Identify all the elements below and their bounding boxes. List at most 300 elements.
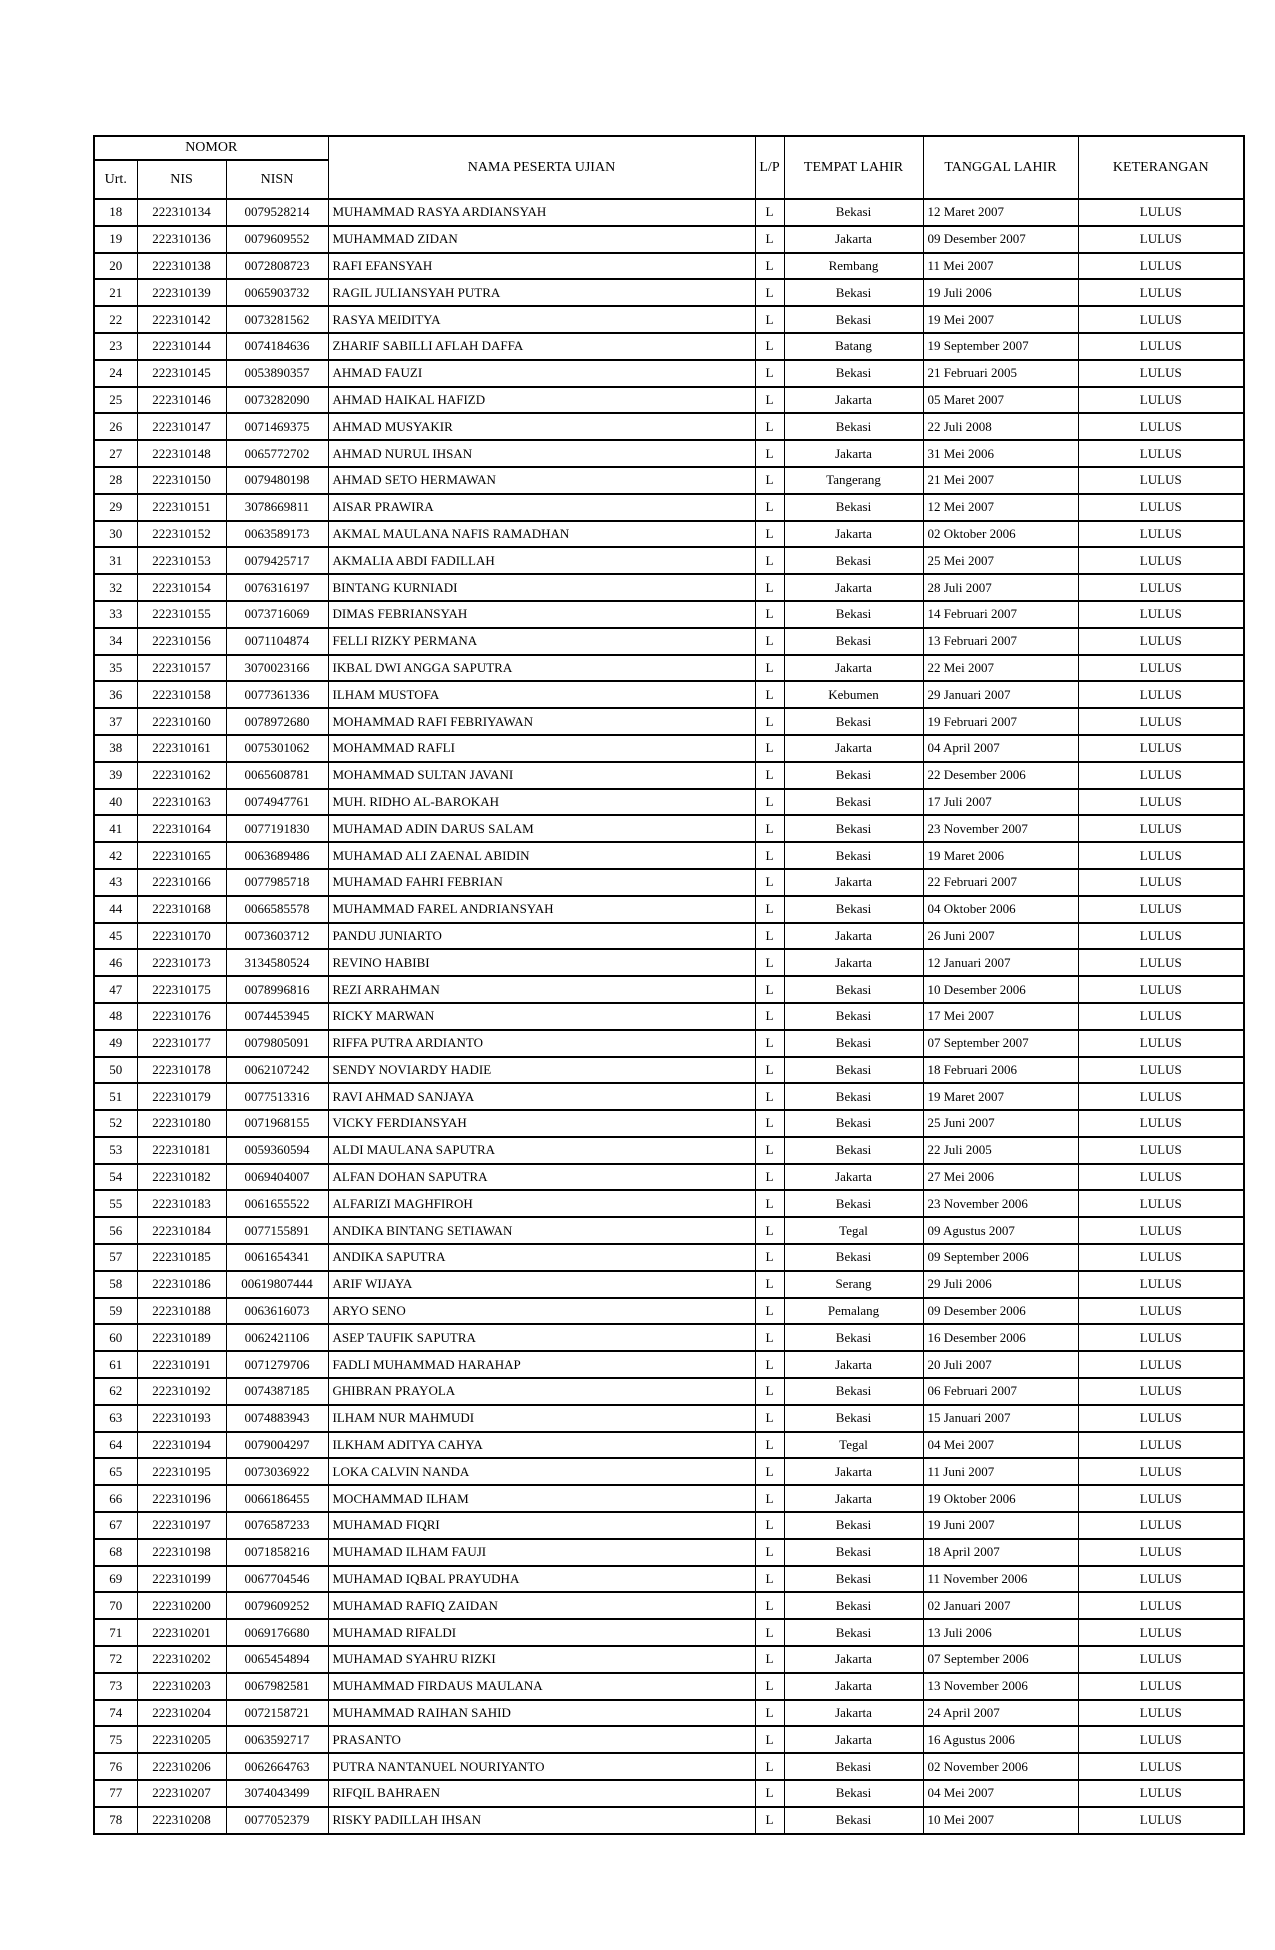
table-row bbox=[94, 1271, 1244, 1298]
cell-tempat-lahir: Bekasi bbox=[784, 306, 923, 333]
cell-nisn: 0073282090 bbox=[226, 387, 328, 414]
cell-keterangan: LULUS bbox=[1078, 1619, 1244, 1646]
cell-nama: MUHAMMAD RAIHAN SAHID bbox=[328, 1700, 755, 1727]
cell-keterangan: LULUS bbox=[1078, 1298, 1244, 1325]
cell-urt: 76 bbox=[94, 1753, 137, 1780]
cell-lp: L bbox=[755, 360, 784, 387]
cell-tempat-lahir: Bekasi bbox=[784, 1753, 923, 1780]
cell-tanggal-lahir: 25 Mei 2007 bbox=[923, 547, 1078, 574]
cell-urt: 21 bbox=[94, 279, 137, 306]
table-row bbox=[94, 869, 1244, 896]
cell-lp: L bbox=[755, 199, 784, 226]
cell-tanggal-lahir: 28 Juli 2007 bbox=[923, 574, 1078, 601]
table-row bbox=[94, 1244, 1244, 1271]
cell-nis: 222310158 bbox=[137, 681, 226, 708]
cell-tempat-lahir: Bekasi bbox=[784, 976, 923, 1003]
table-row bbox=[94, 1110, 1244, 1137]
cell-keterangan: LULUS bbox=[1078, 413, 1244, 440]
cell-tanggal-lahir: 18 April 2007 bbox=[923, 1539, 1078, 1566]
cell-keterangan: LULUS bbox=[1078, 708, 1244, 735]
table-row bbox=[94, 1512, 1244, 1539]
cell-nama: ALDI MAULANA SAPUTRA bbox=[328, 1137, 755, 1164]
table-row bbox=[94, 923, 1244, 950]
table-row bbox=[94, 1137, 1244, 1164]
cell-urt: 30 bbox=[94, 521, 137, 548]
cell-nama: LOKA CALVIN NANDA bbox=[328, 1458, 755, 1485]
cell-urt: 46 bbox=[94, 949, 137, 976]
cell-urt: 23 bbox=[94, 333, 137, 360]
table-row bbox=[94, 1485, 1244, 1512]
cell-tanggal-lahir: 09 September 2006 bbox=[923, 1244, 1078, 1271]
cell-nama: ZHARIF SABILLI AFLAH DAFFA bbox=[328, 333, 755, 360]
graduation-list-table bbox=[93, 135, 1245, 1835]
cell-keterangan: LULUS bbox=[1078, 1485, 1244, 1512]
cell-nisn: 0073716069 bbox=[226, 601, 328, 628]
cell-tanggal-lahir: 12 Januari 2007 bbox=[923, 949, 1078, 976]
table-row bbox=[94, 1217, 1244, 1244]
table-row bbox=[94, 1700, 1244, 1727]
cell-urt: 66 bbox=[94, 1485, 137, 1512]
cell-urt: 19 bbox=[94, 226, 137, 253]
table-row bbox=[94, 1646, 1244, 1673]
cell-lp: L bbox=[755, 923, 784, 950]
cell-tempat-lahir: Jakarta bbox=[784, 1646, 923, 1673]
cell-tempat-lahir: Bekasi bbox=[784, 1619, 923, 1646]
cell-keterangan: LULUS bbox=[1078, 1673, 1244, 1700]
cell-nisn: 0077985718 bbox=[226, 869, 328, 896]
cell-nis: 222310200 bbox=[137, 1592, 226, 1619]
cell-lp: L bbox=[755, 1351, 784, 1378]
table-row bbox=[94, 199, 1244, 226]
cell-urt: 65 bbox=[94, 1458, 137, 1485]
cell-lp: L bbox=[755, 547, 784, 574]
cell-tempat-lahir: Bekasi bbox=[784, 1057, 923, 1084]
cell-nis: 222310162 bbox=[137, 762, 226, 789]
cell-nis: 222310154 bbox=[137, 574, 226, 601]
cell-tempat-lahir: Bekasi bbox=[784, 1378, 923, 1405]
cell-urt: 22 bbox=[94, 306, 137, 333]
header-nis: NIS bbox=[137, 160, 226, 199]
cell-keterangan: LULUS bbox=[1078, 1592, 1244, 1619]
cell-nama: RICKY MARWAN bbox=[328, 1003, 755, 1030]
cell-tanggal-lahir: 27 Mei 2006 bbox=[923, 1164, 1078, 1191]
cell-tempat-lahir: Jakarta bbox=[784, 521, 923, 548]
cell-nama: MUHAMMAD FAREL ANDRIANSYAH bbox=[328, 896, 755, 923]
cell-urt: 43 bbox=[94, 869, 137, 896]
cell-urt: 49 bbox=[94, 1030, 137, 1057]
cell-urt: 27 bbox=[94, 440, 137, 467]
cell-tanggal-lahir: 19 Maret 2007 bbox=[923, 1083, 1078, 1110]
cell-lp: L bbox=[755, 1753, 784, 1780]
cell-tempat-lahir: Bekasi bbox=[784, 1190, 923, 1217]
cell-lp: L bbox=[755, 1726, 784, 1753]
cell-nisn: 0077191830 bbox=[226, 815, 328, 842]
cell-tanggal-lahir: 20 Juli 2007 bbox=[923, 1351, 1078, 1378]
cell-nis: 222310191 bbox=[137, 1351, 226, 1378]
cell-lp: L bbox=[755, 1432, 784, 1459]
cell-nama: AKMAL MAULANA NAFIS RAMADHAN bbox=[328, 521, 755, 548]
cell-keterangan: LULUS bbox=[1078, 1807, 1244, 1834]
table-row bbox=[94, 1030, 1244, 1057]
cell-tempat-lahir: Bekasi bbox=[784, 1137, 923, 1164]
cell-nisn: 0076316197 bbox=[226, 574, 328, 601]
cell-tanggal-lahir: 02 November 2006 bbox=[923, 1753, 1078, 1780]
cell-tanggal-lahir: 13 Juli 2006 bbox=[923, 1619, 1078, 1646]
cell-urt: 51 bbox=[94, 1083, 137, 1110]
cell-nis: 222310192 bbox=[137, 1378, 226, 1405]
cell-nis: 222310168 bbox=[137, 896, 226, 923]
cell-urt: 59 bbox=[94, 1298, 137, 1325]
table-row bbox=[94, 279, 1244, 306]
cell-urt: 71 bbox=[94, 1619, 137, 1646]
cell-urt: 18 bbox=[94, 199, 137, 226]
cell-tempat-lahir: Jakarta bbox=[784, 226, 923, 253]
cell-lp: L bbox=[755, 574, 784, 601]
cell-lp: L bbox=[755, 1217, 784, 1244]
cell-nisn: 0079609252 bbox=[226, 1592, 328, 1619]
cell-nis: 222310144 bbox=[137, 333, 226, 360]
cell-tanggal-lahir: 09 Desember 2007 bbox=[923, 226, 1078, 253]
cell-lp: L bbox=[755, 1539, 784, 1566]
cell-keterangan: LULUS bbox=[1078, 681, 1244, 708]
cell-lp: L bbox=[755, 842, 784, 869]
cell-nisn: 0073603712 bbox=[226, 923, 328, 950]
cell-urt: 63 bbox=[94, 1405, 137, 1432]
cell-keterangan: LULUS bbox=[1078, 333, 1244, 360]
table-row bbox=[94, 306, 1244, 333]
table-row bbox=[94, 1405, 1244, 1432]
cell-lp: L bbox=[755, 306, 784, 333]
cell-tempat-lahir: Batang bbox=[784, 333, 923, 360]
cell-nisn: 0073281562 bbox=[226, 306, 328, 333]
cell-nisn: 00619807444 bbox=[226, 1271, 328, 1298]
cell-urt: 29 bbox=[94, 494, 137, 521]
cell-tempat-lahir: Tegal bbox=[784, 1432, 923, 1459]
cell-nama: ASEP TAUFIK SAPUTRA bbox=[328, 1324, 755, 1351]
cell-tanggal-lahir: 19 Maret 2006 bbox=[923, 842, 1078, 869]
cell-urt: 62 bbox=[94, 1378, 137, 1405]
cell-nis: 222310208 bbox=[137, 1807, 226, 1834]
cell-nisn: 0063589173 bbox=[226, 521, 328, 548]
cell-lp: L bbox=[755, 1083, 784, 1110]
cell-urt: 25 bbox=[94, 387, 137, 414]
cell-tanggal-lahir: 10 Desember 2006 bbox=[923, 976, 1078, 1003]
cell-urt: 20 bbox=[94, 253, 137, 280]
cell-keterangan: LULUS bbox=[1078, 789, 1244, 816]
cell-urt: 26 bbox=[94, 413, 137, 440]
cell-nis: 222310138 bbox=[137, 253, 226, 280]
cell-tempat-lahir: Jakarta bbox=[784, 949, 923, 976]
cell-keterangan: LULUS bbox=[1078, 842, 1244, 869]
cell-tempat-lahir: Jakarta bbox=[784, 1726, 923, 1753]
cell-lp: L bbox=[755, 896, 784, 923]
cell-lp: L bbox=[755, 1110, 784, 1137]
cell-tanggal-lahir: 06 Februari 2007 bbox=[923, 1378, 1078, 1405]
cell-nama: AHMAD SETO HERMAWAN bbox=[328, 467, 755, 494]
cell-nis: 222310189 bbox=[137, 1324, 226, 1351]
cell-nis: 222310134 bbox=[137, 199, 226, 226]
table-row bbox=[94, 440, 1244, 467]
cell-tanggal-lahir: 22 Mei 2007 bbox=[923, 655, 1078, 682]
cell-keterangan: LULUS bbox=[1078, 574, 1244, 601]
cell-nisn: 0077513316 bbox=[226, 1083, 328, 1110]
cell-urt: 31 bbox=[94, 547, 137, 574]
cell-nama: ALFARIZI MAGHFIROH bbox=[328, 1190, 755, 1217]
cell-nisn: 0074387185 bbox=[226, 1378, 328, 1405]
cell-tempat-lahir: Bekasi bbox=[784, 762, 923, 789]
cell-nis: 222310184 bbox=[137, 1217, 226, 1244]
cell-urt: 33 bbox=[94, 601, 137, 628]
cell-tempat-lahir: Bekasi bbox=[784, 1083, 923, 1110]
cell-tanggal-lahir: 07 September 2006 bbox=[923, 1646, 1078, 1673]
table-row bbox=[94, 1619, 1244, 1646]
cell-urt: 41 bbox=[94, 815, 137, 842]
table-row bbox=[94, 1190, 1244, 1217]
cell-nis: 222310151 bbox=[137, 494, 226, 521]
cell-keterangan: LULUS bbox=[1078, 762, 1244, 789]
cell-urt: 47 bbox=[94, 976, 137, 1003]
cell-nisn: 0074453945 bbox=[226, 1003, 328, 1030]
cell-keterangan: LULUS bbox=[1078, 1405, 1244, 1432]
cell-nama: RIFFA PUTRA ARDIANTO bbox=[328, 1030, 755, 1057]
table-row bbox=[94, 467, 1244, 494]
cell-nisn: 0065608781 bbox=[226, 762, 328, 789]
table-row bbox=[94, 1324, 1244, 1351]
cell-lp: L bbox=[755, 387, 784, 414]
table-row bbox=[94, 1378, 1244, 1405]
cell-urt: 74 bbox=[94, 1700, 137, 1727]
cell-tempat-lahir: Bekasi bbox=[784, 494, 923, 521]
cell-lp: L bbox=[755, 1405, 784, 1432]
cell-lp: L bbox=[755, 869, 784, 896]
cell-tanggal-lahir: 19 Juli 2006 bbox=[923, 279, 1078, 306]
cell-tempat-lahir: Jakarta bbox=[784, 387, 923, 414]
cell-tempat-lahir: Jakarta bbox=[784, 574, 923, 601]
cell-tanggal-lahir: 25 Juni 2007 bbox=[923, 1110, 1078, 1137]
cell-urt: 75 bbox=[94, 1726, 137, 1753]
header-tanggal-lahir: TANGGAL LAHIR bbox=[923, 136, 1078, 199]
cell-nis: 222310180 bbox=[137, 1110, 226, 1137]
cell-keterangan: LULUS bbox=[1078, 1030, 1244, 1057]
cell-tanggal-lahir: 29 Juli 2006 bbox=[923, 1271, 1078, 1298]
cell-tanggal-lahir: 04 Oktober 2006 bbox=[923, 896, 1078, 923]
cell-tempat-lahir: Bekasi bbox=[784, 413, 923, 440]
cell-nisn: 3074043499 bbox=[226, 1780, 328, 1807]
cell-nis: 222310206 bbox=[137, 1753, 226, 1780]
cell-nama: AISAR PRAWIRA bbox=[328, 494, 755, 521]
cell-lp: L bbox=[755, 333, 784, 360]
table-row bbox=[94, 1351, 1244, 1378]
cell-nama: ANDIKA SAPUTRA bbox=[328, 1244, 755, 1271]
cell-nama: RIFQIL BAHRAEN bbox=[328, 1780, 755, 1807]
cell-nama: AHMAD HAIKAL HAFIZD bbox=[328, 387, 755, 414]
cell-tanggal-lahir: 19 Oktober 2006 bbox=[923, 1485, 1078, 1512]
cell-nama: MUHAMAD ILHAM FAUJI bbox=[328, 1539, 755, 1566]
cell-lp: L bbox=[755, 1137, 784, 1164]
cell-tanggal-lahir: 12 Maret 2007 bbox=[923, 199, 1078, 226]
cell-tanggal-lahir: 04 Mei 2007 bbox=[923, 1432, 1078, 1459]
cell-keterangan: LULUS bbox=[1078, 306, 1244, 333]
table-row bbox=[94, 333, 1244, 360]
cell-tanggal-lahir: 04 Mei 2007 bbox=[923, 1780, 1078, 1807]
cell-urt: 78 bbox=[94, 1807, 137, 1834]
cell-keterangan: LULUS bbox=[1078, 1324, 1244, 1351]
table-row bbox=[94, 601, 1244, 628]
cell-keterangan: LULUS bbox=[1078, 1244, 1244, 1271]
cell-nama: ARYO SENO bbox=[328, 1298, 755, 1325]
cell-urt: 32 bbox=[94, 574, 137, 601]
cell-nama: RASYA MEIDITYA bbox=[328, 306, 755, 333]
cell-nama: AHMAD FAUZI bbox=[328, 360, 755, 387]
cell-lp: L bbox=[755, 735, 784, 762]
cell-urt: 48 bbox=[94, 1003, 137, 1030]
cell-nisn: 0061655522 bbox=[226, 1190, 328, 1217]
cell-lp: L bbox=[755, 628, 784, 655]
cell-lp: L bbox=[755, 1057, 784, 1084]
cell-urt: 35 bbox=[94, 655, 137, 682]
cell-nama: MUHAMAD SYAHRU RIZKI bbox=[328, 1646, 755, 1673]
cell-tanggal-lahir: 22 Desember 2006 bbox=[923, 762, 1078, 789]
cell-lp: L bbox=[755, 1324, 784, 1351]
table-row bbox=[94, 976, 1244, 1003]
cell-lp: L bbox=[755, 1378, 784, 1405]
cell-tempat-lahir: Bekasi bbox=[784, 1030, 923, 1057]
table-row bbox=[94, 360, 1244, 387]
cell-tempat-lahir: Bekasi bbox=[784, 360, 923, 387]
cell-lp: L bbox=[755, 467, 784, 494]
table-row bbox=[94, 547, 1244, 574]
cell-tempat-lahir: Bekasi bbox=[784, 547, 923, 574]
table-row bbox=[94, 1807, 1244, 1834]
cell-nisn: 0071104874 bbox=[226, 628, 328, 655]
table-row bbox=[94, 413, 1244, 440]
cell-urt: 61 bbox=[94, 1351, 137, 1378]
header-urt: Urt. bbox=[94, 160, 137, 199]
cell-nis: 222310165 bbox=[137, 842, 226, 869]
cell-nama: ALFAN DOHAN SAPUTRA bbox=[328, 1164, 755, 1191]
cell-nisn: 0063592717 bbox=[226, 1726, 328, 1753]
cell-tanggal-lahir: 21 Mei 2007 bbox=[923, 467, 1078, 494]
cell-tempat-lahir: Bekasi bbox=[784, 1244, 923, 1271]
table-row bbox=[94, 896, 1244, 923]
cell-tanggal-lahir: 19 September 2007 bbox=[923, 333, 1078, 360]
cell-urt: 42 bbox=[94, 842, 137, 869]
cell-urt: 58 bbox=[94, 1271, 137, 1298]
cell-nama: FADLI MUHAMMAD HARAHAP bbox=[328, 1351, 755, 1378]
cell-keterangan: LULUS bbox=[1078, 628, 1244, 655]
cell-nis: 222310166 bbox=[137, 869, 226, 896]
table-row bbox=[94, 387, 1244, 414]
table-row bbox=[94, 1003, 1244, 1030]
cell-nama: REZI ARRAHMAN bbox=[328, 976, 755, 1003]
cell-nama: MUH. RIDHO AL-BAROKAH bbox=[328, 789, 755, 816]
cell-urt: 53 bbox=[94, 1137, 137, 1164]
cell-nis: 222310142 bbox=[137, 306, 226, 333]
cell-keterangan: LULUS bbox=[1078, 360, 1244, 387]
table-row bbox=[94, 574, 1244, 601]
cell-urt: 60 bbox=[94, 1324, 137, 1351]
cell-nis: 222310197 bbox=[137, 1512, 226, 1539]
cell-nis: 222310150 bbox=[137, 467, 226, 494]
cell-nama: IKBAL DWI ANGGA SAPUTRA bbox=[328, 655, 755, 682]
cell-nama: ARIF WIJAYA bbox=[328, 1271, 755, 1298]
cell-nisn: 0067704546 bbox=[226, 1566, 328, 1593]
cell-nis: 222310145 bbox=[137, 360, 226, 387]
cell-keterangan: LULUS bbox=[1078, 1083, 1244, 1110]
cell-lp: L bbox=[755, 1592, 784, 1619]
cell-lp: L bbox=[755, 681, 784, 708]
cell-nis: 222310207 bbox=[137, 1780, 226, 1807]
cell-nis: 222310161 bbox=[137, 735, 226, 762]
cell-tanggal-lahir: 13 November 2006 bbox=[923, 1673, 1078, 1700]
cell-tempat-lahir: Bekasi bbox=[784, 1405, 923, 1432]
table-row bbox=[94, 789, 1244, 816]
cell-keterangan: LULUS bbox=[1078, 440, 1244, 467]
cell-tanggal-lahir: 09 Agustus 2007 bbox=[923, 1217, 1078, 1244]
table-row bbox=[94, 253, 1244, 280]
cell-nama: MOHAMMAD RAFLI bbox=[328, 735, 755, 762]
cell-lp: L bbox=[755, 655, 784, 682]
cell-urt: 54 bbox=[94, 1164, 137, 1191]
cell-tanggal-lahir: 24 April 2007 bbox=[923, 1700, 1078, 1727]
cell-lp: L bbox=[755, 976, 784, 1003]
cell-keterangan: LULUS bbox=[1078, 1539, 1244, 1566]
cell-tempat-lahir: Jakarta bbox=[784, 1485, 923, 1512]
cell-tanggal-lahir: 31 Mei 2006 bbox=[923, 440, 1078, 467]
cell-nis: 222310201 bbox=[137, 1619, 226, 1646]
cell-tanggal-lahir: 10 Mei 2007 bbox=[923, 1807, 1078, 1834]
cell-keterangan: LULUS bbox=[1078, 896, 1244, 923]
cell-nama: REVINO HABIBI bbox=[328, 949, 755, 976]
header-nama-peserta-ujian: NAMA PESERTA UJIAN bbox=[328, 136, 755, 199]
cell-keterangan: LULUS bbox=[1078, 494, 1244, 521]
cell-tempat-lahir: Bekasi bbox=[784, 199, 923, 226]
cell-nama: MUHAMAD IQBAL PRAYUDHA bbox=[328, 1566, 755, 1593]
cell-nama: ILKHAM ADITYA CAHYA bbox=[328, 1432, 755, 1459]
table-row bbox=[94, 762, 1244, 789]
cell-tanggal-lahir: 16 Agustus 2006 bbox=[923, 1726, 1078, 1753]
cell-lp: L bbox=[755, 1164, 784, 1191]
table-row bbox=[94, 1458, 1244, 1485]
cell-tanggal-lahir: 12 Mei 2007 bbox=[923, 494, 1078, 521]
cell-lp: L bbox=[755, 601, 784, 628]
cell-keterangan: LULUS bbox=[1078, 199, 1244, 226]
cell-nama: AKMALIA ABDI FADILLAH bbox=[328, 547, 755, 574]
cell-nama: AHMAD MUSYAKIR bbox=[328, 413, 755, 440]
cell-tanggal-lahir: 19 Februari 2007 bbox=[923, 708, 1078, 735]
table-row bbox=[94, 1780, 1244, 1807]
cell-nis: 222310136 bbox=[137, 226, 226, 253]
cell-keterangan: LULUS bbox=[1078, 976, 1244, 1003]
cell-tempat-lahir: Jakarta bbox=[784, 923, 923, 950]
cell-nis: 222310139 bbox=[137, 279, 226, 306]
header-keterangan: KETERANGAN bbox=[1078, 136, 1244, 199]
cell-nis: 222310160 bbox=[137, 708, 226, 735]
cell-nisn: 0071858216 bbox=[226, 1539, 328, 1566]
cell-tempat-lahir: Jakarta bbox=[784, 440, 923, 467]
cell-keterangan: LULUS bbox=[1078, 521, 1244, 548]
cell-urt: 52 bbox=[94, 1110, 137, 1137]
cell-lp: L bbox=[755, 1807, 784, 1834]
cell-tempat-lahir: Bekasi bbox=[784, 1566, 923, 1593]
cell-nis: 222310205 bbox=[137, 1726, 226, 1753]
cell-nis: 222310156 bbox=[137, 628, 226, 655]
header-nomor-group: NOMOR bbox=[94, 136, 328, 160]
header-nisn: NISN bbox=[226, 160, 328, 199]
cell-tanggal-lahir: 19 Mei 2007 bbox=[923, 306, 1078, 333]
cell-urt: 68 bbox=[94, 1539, 137, 1566]
cell-keterangan: LULUS bbox=[1078, 1110, 1244, 1137]
